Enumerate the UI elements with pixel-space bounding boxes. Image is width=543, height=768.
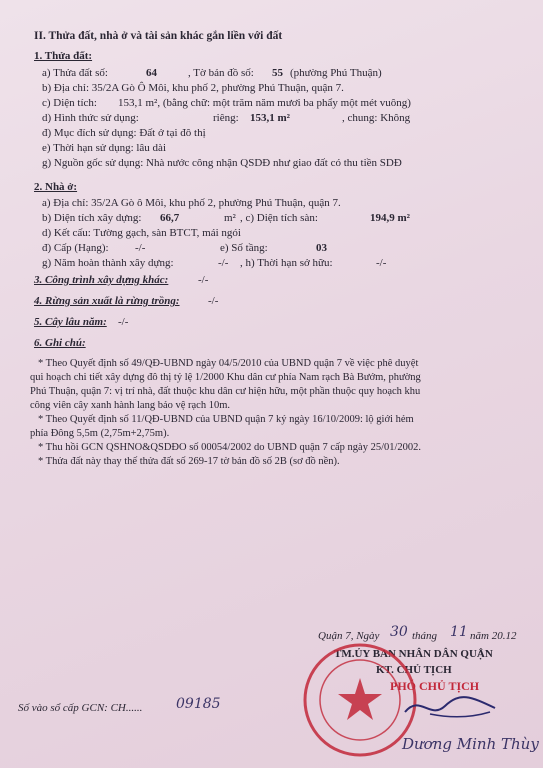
use-form-label: d) Hình thức sử dụng: (42, 112, 139, 124)
date-day: 30 (390, 624, 408, 640)
private-value: 153,1 m² (250, 112, 290, 124)
sheet-number: 55 (272, 67, 283, 79)
date-month: 11 (450, 624, 468, 640)
cert-number: 09185 (176, 696, 221, 712)
completion-value: -/- (218, 257, 229, 269)
authority: TM.ỦY BAN NHÂN DÂN QUẬN (334, 648, 493, 660)
land-a-label: a) Thửa đất số: (42, 67, 108, 79)
land-heading: 1. Thửa đất: (34, 50, 93, 62)
floors-value: 03 (316, 242, 327, 254)
perennial-label: 5. Cây lâu năm: (34, 316, 107, 328)
date-year: năm 20.12 (470, 630, 517, 642)
date-month-label: tháng (412, 630, 438, 642)
house-structure: d) Kết cấu: Tường gạch, sàn BTCT, mái ngói (42, 227, 241, 239)
private-label: riêng: (213, 112, 239, 124)
forest-label: 4. Rừng sản xuất là rừng trồng: (34, 295, 180, 307)
signer-title-2: PHÓ CHỦ TỊCH (390, 679, 480, 693)
section-heading: II. Thửa đất, nhà ở và tài sản khác gắn liền với đất (34, 30, 283, 42)
note-line: * Thửa đất này thay thế thửa đất số 269-17 tờ bản đồ số 2B (sơ đồ nền). (38, 456, 340, 467)
grade-value: -/- (135, 242, 146, 254)
land-origin: g) Nguồn gốc sử dụng: Nhà nước công nhận QSDĐ như giao đất có thu tiền SDĐ (42, 157, 402, 169)
signer-title-1: KT. CHỦ TỊCH (376, 664, 452, 676)
note-line: * Thu hồi GCN QSHNO&QSDĐO số 00054/2002 do UBND quận 7 cấp ngày 25/01/2002. (38, 442, 422, 453)
land-number: 64 (146, 67, 157, 79)
build-area-value: 66,7 (160, 212, 180, 224)
shared-value: , chung: Không (342, 112, 411, 124)
land-area-label: c) Diện tích: (42, 97, 97, 109)
forest-value: -/- (208, 295, 219, 307)
other-construction-value: -/- (198, 274, 209, 286)
build-area-unit: m² (224, 212, 236, 224)
completion-label: g) Năm hoàn thành xây dựng: (42, 257, 174, 269)
notes-label: 6. Ghi chú: (34, 337, 86, 349)
date-prefix: Quận 7, Ngày (318, 630, 380, 642)
perennial-value: -/- (118, 316, 129, 328)
ownership-term-value: -/- (376, 257, 387, 269)
note-line: Phú Thuận, quận 7: vị trí nhà, đất thuộc khu dân cư hiện hữu, một phần thuộc quy hoạch khu (30, 386, 421, 397)
other-construction-label: 3. Công trình xây dựng khác: (34, 274, 169, 286)
land-address: b) Địa chỉ: 35/2A Gò Ô Môi, khu phố 2, phường Phú Thuận, quận 7. (42, 82, 344, 94)
note-line: * Theo Quyết định số 49/QĐ-UBND ngày 04/5/2010 của UBND quận 7 về việc phê duyệt (38, 358, 419, 369)
cert-number-label: Số vào sổ cấp GCN: CH...... (18, 702, 143, 714)
floors-label: e) Số tầng: (220, 242, 268, 254)
note-line: * Theo Quyết định số 11/QĐ-UBND của UBND quận 7 ký ngày 16/10/2009: lộ giới hẻm (38, 414, 414, 425)
land-area-value: 153,1 m², (bằng chữ: một trăm năm mươi ba phẩy một mét vuông) (118, 97, 411, 109)
grade-label: đ) Cấp (Hạng): (42, 242, 109, 254)
sheet-label: , Tờ bản đồ số: (188, 67, 254, 79)
floor-area-label: , c) Diện tích sàn: (240, 212, 318, 224)
land-purpose: đ) Mục đích sử dụng: Đất ở tại đô thị (42, 127, 206, 139)
signature (400, 688, 500, 724)
house-address: a) Địa chỉ: 35/2A Gò ô Môi, khu phố 2, phường Phú Thuận, quận 7. (42, 197, 341, 209)
floor-area-value: 194,9 m² (370, 212, 410, 224)
land-term: e) Thời hạn sử dụng: lâu dài (42, 142, 166, 154)
note-line: công viên cây xanh hành lang bảo vệ rạch 10m. (30, 400, 231, 411)
note-line: qui hoạch chi tiết xây dựng đô thị tỷ lệ 1/2000 Khu dân cư phía Nam rạch Bà Bướm, phường (30, 372, 421, 383)
note-line: phía Đông 5,5m (2,75m+2,75m). (30, 428, 170, 439)
ownership-term-label: , h) Thời hạn sở hữu: (240, 257, 333, 269)
signer-name: Dương Minh Thùy (402, 735, 539, 753)
build-area-label: b) Diện tích xây dựng: (42, 212, 142, 224)
house-heading: 2. Nhà ở: (34, 181, 78, 193)
ward: (phường Phú Thuận) (290, 67, 382, 79)
